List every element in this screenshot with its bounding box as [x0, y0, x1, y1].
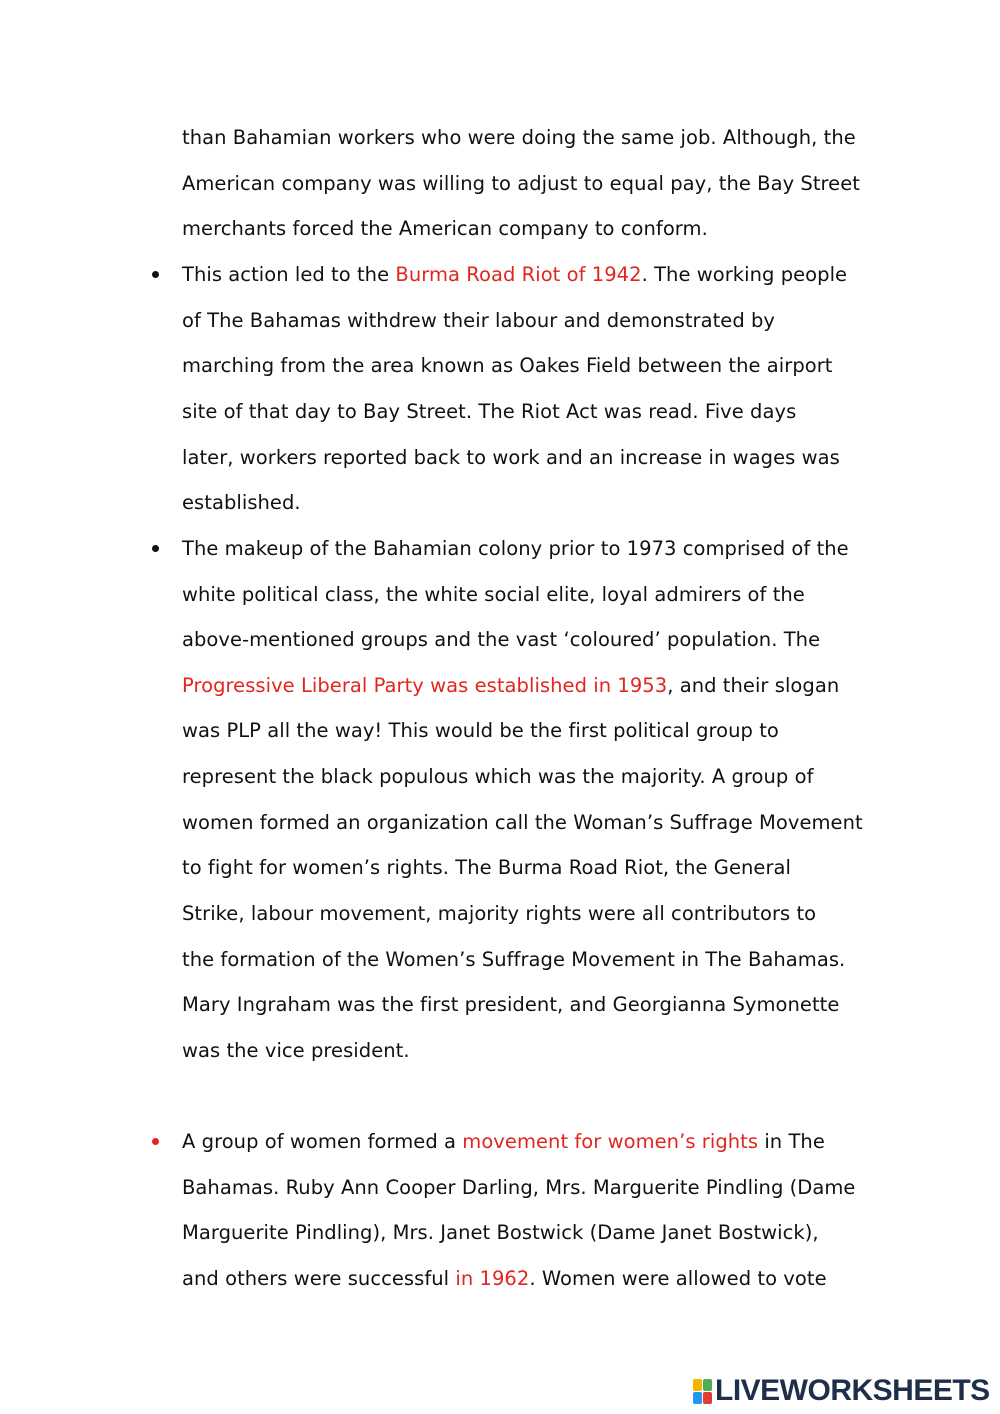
text-line: Bahamas. Ruby Ann Cooper Darling, Mrs. Marguerite Pindling (Dame	[182, 1176, 856, 1199]
text-line: marching from the area known as Oakes Field between the airport	[182, 354, 833, 377]
text-line: Mary Ingraham was the first president, and Georgianna Symonette	[182, 993, 840, 1016]
text-line: the formation of the Women’s Suffrage Movement in The Bahamas.	[182, 948, 846, 971]
text-line: A group of women formed a movement for women’s rights in The	[182, 1130, 825, 1153]
text-line: The makeup of the Bahamian colony prior to 1973 comprised of the	[182, 537, 849, 560]
text-line: later, workers reported back to work and an increase in wages was	[182, 446, 840, 469]
bullet-point-icon	[152, 271, 159, 278]
text-line: of The Bahamas withdrew their labour and demonstrated by	[182, 309, 776, 332]
text-line: was the vice president.	[182, 1039, 410, 1062]
text-line: was PLP all the way! This would be the first political group to	[182, 719, 779, 742]
liveworksheets-logo[interactable]	[693, 1374, 990, 1408]
text-line: to fight for women’s rights. The Burma Road Riot, the General	[182, 856, 791, 879]
highlight-burma-road-riot: Burma Road Riot of 1942	[395, 263, 642, 286]
highlight-womens-rights: movement for women’s rights	[462, 1130, 759, 1153]
text-line: American company was willing to adjust to equal pay, the Bay Street	[182, 172, 860, 195]
highlight-1962: in 1962	[455, 1267, 530, 1290]
bullet-point-icon	[152, 1138, 159, 1145]
text-line: Marguerite Pindling), Mrs. Janet Bostwick (Dame Janet Bostwick),	[182, 1221, 819, 1244]
text-line: white political class, the white social elite, loyal admirers of the	[182, 583, 805, 606]
text-line: represent the black populous which was the majority. A group of	[182, 765, 814, 788]
text-line: merchants forced the American company to conform.	[182, 217, 708, 240]
highlight-plp-established: Progressive Liberal Party was established in 1953	[182, 674, 668, 697]
text-line: women formed an organization call the Woman’s Suffrage Movement	[182, 811, 863, 834]
text-line: site of that day to Bay Street. The Riot Act was read. Five days	[182, 400, 797, 423]
text-line: established.	[182, 491, 301, 514]
text-line: than Bahamian workers who were doing the same job. Although, the	[182, 126, 856, 149]
text-line: and others were successful in 1962. Women were allowed to vote	[182, 1267, 827, 1290]
text-line: This action led to the Burma Road Riot of 1942. The working people	[182, 263, 848, 286]
logo-text: LIVEWORKSHEETS	[715, 1374, 990, 1407]
text-line: above-mentioned groups and the vast ‘coloured’ population. The	[182, 628, 821, 651]
liveworksheets-mark-icon	[693, 1377, 713, 1405]
bullet-point-icon	[152, 545, 159, 552]
text-line: Strike, labour movement, majority rights were all contributors to	[182, 902, 817, 925]
text-line: Progressive Liberal Party was established in 1953, and their slogan	[182, 674, 840, 697]
